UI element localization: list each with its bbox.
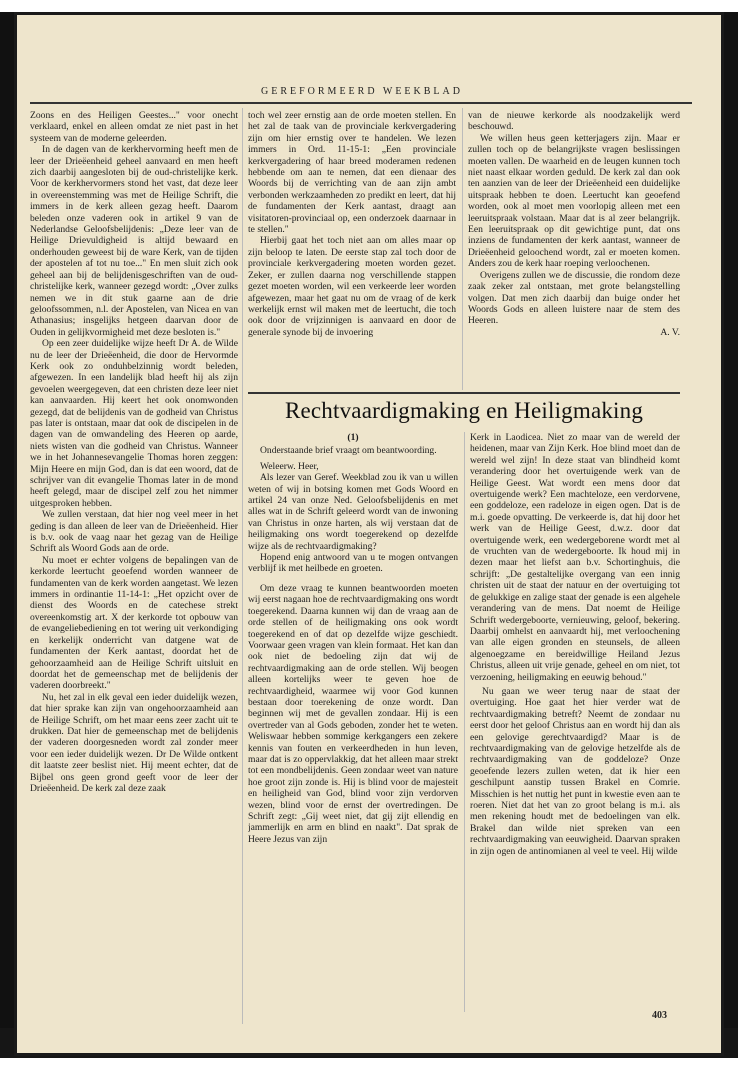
paragraph: Zoons en des Heiligen Geestes..." voor onecht verklaard, enkel en alleen omdat ze niet past in het systeem van de moderne geleerden. <box>30 110 238 144</box>
paragraph: Hopend enig antwoord van u te mogen ontvangen verblijf ik met heilbede en groeten. <box>248 552 458 575</box>
article-title: Rechtvaardigmaking en Heiligmaking <box>284 398 644 423</box>
paragraph: In de dagen van de kerkhervorming heeft men de leer der Drieëenheid geheel aanvaard en men heeft zich daarbij aangesloten bij de oud-christelijke kerk. Voor de kerkhervormers stond het vast, dat deze leer in overeenstemming was met de Heilige Schrift, die immers in de kerk alleen gezag heeft. Daarom beleden onze vaderen ook in artikel 9 van de Nederlandse Geloofsbelijdenis: „Deze leer van de Heilige Drievuldigheid is altijd bewaard en onderhouden geweest bij de ware Kerk, van de tijden der apostelen af tot nu toe..." En men sluit zich ook geheel aan bij de belijdenisgeschriften van de oud-christelijke kerk, wanneer gezegd wordt: „Over zulks nemen we in dit stuk gaarne aan de drie geloofssommen, n.l. der Apostelen, van Nicea en van Athanasius; insgelijks hetgeen daarvan door de Ouden in gelijkvormigheid met deze besloten is." <box>30 144 238 338</box>
paragraph: Weleerw. Heer, <box>260 460 319 472</box>
article1-column-2 <box>248 110 456 410</box>
header-rule <box>30 102 692 104</box>
paragraph: We zullen verstaan, dat hier nog veel meer in het geding is dan alleen de leer van de Drieëenheid. Hier is b.v. ook de vaag naar het gezag van de Heilige Schrift als Woord Gods aan de orde. <box>30 509 238 555</box>
paragraph: We willen heus geen ketterjagers zijn. Maar er zullen toch op de belangrijkste vragen beslissingen moeten vallen. De waarheid en de leugen kunnen toch niet naast elkaar worden geduld. De kerk zal dan ook ten aanzien van de leer der Drieëenheid een duidelijke uitspraak hebben te doen. Leertucht kan geoefend worden, ook al moet men voorlopig alleen met een leeruitspraak volstaan. Maar dat is al zeer belangrijk. Een leeruitspraak op dit gewichtige punt, dat ons inziens de fundamenten der kerk aantast, wanneer de Drieëenheid geloochend wordt, zal er moeten komen. Anders zou de kerk haar roeping verloochenen. <box>468 132 680 270</box>
paragraph: Overigens zullen we de discussie, die rondom deze zaak zeker zal ontstaan, met grote belangstelling volgen. Dat men zich daarbij dan buige onder het Woords Gods en alleen luistere naar de stem des Heeren. <box>468 269 680 327</box>
page-header: GEREFORMEERD WEEKBLAD <box>261 86 463 97</box>
paragraph: Nu gaan we weer terug naar de staat der overtuiging. Hoe gaat het hier verder wat de rechtvaardigmaking betreft? Neemt de zondaar nu eerst door het geloof Christus aan en wordt hij dan als een gelovige gerechtvaardigd? Maar is de rechtvaardigmaking van de gelovige hetzelfde als de rechtvaardigmaking van de goddeloze? Onze geoefende lezers zullen weten, dat ik hier een geschilpunt aanstip tussen Brakel en Comrie. Misschien is het nuttig het punt in kwestie even aan te roeren. Niet dat het van zo groot belang is m.i. als men rekening houdt met de bedoelingen van elk. Brakel dan wilde niet spreken van een rechtvaardigmaking van eeuwigheid. Daarvan spraken in zijn ogen de antinomianen al veel te veel. Hij wilde <box>470 685 680 857</box>
paragraph: Als lezer van Geref. Weekblad zou ik van u willen weten of wij in botsing komen met Gods Woord en artikel 24 van onze Ned. Geloofsbelijdenis en met alles wat in de Schrift geleerd wordt van de inwoning van Christus in onze harten, als wij verstaan dat de heiligmaking ons wordt toegerekend op dezelfde wijze als de rechtvaardigmaking? <box>248 472 458 552</box>
page-number: 403 <box>652 1010 667 1021</box>
article-separator-rule <box>248 392 680 394</box>
article2-column-1 <box>248 432 458 1024</box>
section-number: (1) <box>347 432 359 443</box>
article1-column-3 <box>468 110 680 410</box>
paragraph: Nu, het zal in elk geval een ieder duidelijk wezen, dat hier sprake kan zijn van ongehoorzaamheid aan de Heilige Schrift, om het maar eens zeer zacht uit te drukken. Dat hier de gemeenschap met de belijdenis der vaderen doorgesneden wordt zal zonder meer voor een ieder duidelijk wezen. Dr De Wilde ontkent dit laatste zeer beslist niet. Hij meent echter, dat de Bijbel ons geen grond geeft voor de leer der Drieëenheid. De kerk zal deze zaak <box>30 691 238 794</box>
column-divider <box>242 108 243 1024</box>
paragraph: Kerk in Laodicea. Niet zo maar van de wereld der heidenen, maar van Zijn Kerk. Hoe blind moet dan de wereld wel zijn! In deze staat van blindheid komt verandering door het overtuigende werk van de Heilige Geest. Wat wordt een mens door dat overtuigende werk? Een machteloze, een verdorvene, een goddeloze, een radeloze in eigen ogen. Dat is de m.i. goede opvatting. De verkeerde is, dat hij door het werk van de Heilige Geest, d.w.z. door dat overtuigende werk, een wedergeborene wordt met al de vruchten van de wedergeboorte. Ik houd mij in dezen maar het liefst aan b.v. Schortinghuis, die schrijft: „De gestaltelijke overgang van een innig christen uit de staat der natuur en der overtuiging tot de gelukkige en zalige staat der genade is een algehele verandering van de mens. Dat noemt de Heilige Schrift wedergeboorte, vernieuwing, geloof, bekering. Daarbij omhelst en aanvaardt hij, met verloochening van alle eigen gronden en steunsels, de alleen algenoegzame en bereidwillige Heiland Jezus Christus, alleen uit vrije genade, geheel en om niet, tot verzoening, heiligmaking en eeuwig behoud." <box>470 432 680 683</box>
article2-column-2 <box>470 432 680 1012</box>
column-divider <box>464 432 465 1012</box>
paragraph: Om deze vraag te kunnen beantwoorden moeten wij eerst nagaan hoe de rechtvaardigmaking ons wordt toegerekend. Daarna kunnen wij dan de vraag aan de orde stellen of de heiligmaking ons ook wordt toegerekend en of dat op dezelfde wijze geschiedt. Voorwaar geen vragen van klein formaat. Het kan dan ook niet de bedoeling zijn dat wij de rechtvaardigmaking aan de orde stellen. Wij beogen alleen kortelijks weer te geven hoe de rechtvaardigheid, waarmee wij voor God kunnen bestaan door toerekening de onze wordt. Dan beginnen wij met de gevallen zondaar. Hij is een overtreder van al Gods geboden, zonder het te weten. Weliswaar hebben sommige kerkgangers een zekere kennis van fouten en verkeerdheden in hun leven, maar dat is zo oppervlakkig, dat het alleen maar strekt tot een mondbelijdenis. Geen zondaar weet van nature hoe groot zijn zonde is. Hij is blind voor de majesteit en heiligheid van God, blind voor zijn verdorven wezen, blind voor de ernst der overtredingen. De Schrift zegt: „Gij weet niet, dat gij zijt ellendig en jammerlijk en arm en blind en naakt". Dat sprak de Heere Jezus van zijn <box>248 582 458 845</box>
paragraph: van de nieuwe kerkorde als noodzakelijk werd beschouwd. <box>468 110 680 133</box>
paragraph: Op een zeer duidelijke wijze heeft Dr A. de Wilde nu de leer der Drieëenheid, die door de Hervormde Kerk ook zo onduhbelzinnig wordt beleden, afgewezen. In een landelijk blad heeft hij als zijn gevoelen weergegeven, dat een christen deze leer niet kan aanvaarden. Hij keert het ook onomwonden gezegd, dat de belijdenis van de godheid van Christus pas later is ontstaan, maar dat ook de discipelen in de dagen van de omwandeling des Heeren op aarde, niets wisten van die godheid van Christus. Wanneer we in het Johannesevangelie Thomas horen zeggen: Mijn Heere en mijn God, dan is dat een woord, dat de schrijver van dit evangelie Thomas later in de mond heeft gelegd, maar de discipel zelf zou het nimmer uitgesproken hebben. <box>30 338 238 509</box>
scan-background-top <box>0 0 738 12</box>
column-divider <box>462 108 463 390</box>
paragraph: toch wel zeer ernstig aan de orde moeten stellen. En het zal de taak van de provinciale kerkvergadering zijn om hier ernstig over te handelen. We lezen immers in Ord. 11-15-1: „Een provinciale kerkvergadering of haar breed moderamen redenen hebbende om aan te nemen, dat een dienaar des Woords bij de verrichting van de aan zijn ambt verbonden werkzaamheden zo predikt en leert, dat hij de fundamenten der Kerk aantast, draagt aan visitatoren-provinciaal op, een onderzoek daarnaar in te stellen." <box>248 110 456 236</box>
author-signature: A. V. <box>660 326 680 338</box>
article1-column-1 <box>30 110 238 1022</box>
paragraph: Onderstaande brief vraagt om beantwoording. <box>260 445 437 457</box>
paragraph: Hierbij gaat het toch niet aan om alles maar op zijn beloop te laten. De eerste stap zal toch door de provinciale kerkvergadering moeten worden gezet. Zeker, er zullen daarna nog verschillende stappen gezet moeten worden, wil een verkeerde leer worden afgewezen, maar het gaat nu om de vraag of de kerk werkelijk ernst wil maken met de leertucht, die toch ook door de vrijzinnigen is aanvaard en door de generale synode bij de invoering <box>248 235 456 338</box>
paragraph: Nu moet er echter volgens de bepalingen van de kerkorde leertucht geoefend worden wanneer de fundamenten van de kerk worden aangetast. We lezen immers in ordinantie 11-14-1: „Het opzicht over de dienst des Woords en de catechese strekt overeenkomstig art. X der kerkorde tot opbouw van de evangeliebediening en tot wering uit verkondiging en kerkelijk onderricht van datgene wat de fundamenten der Kerk aantast, doordat het de gehoorzaamheid aan de Heilige Schrift uitsluit en doordat het de gemeenschap met de belijdenis der vaderen doorbreekt." <box>30 554 238 692</box>
